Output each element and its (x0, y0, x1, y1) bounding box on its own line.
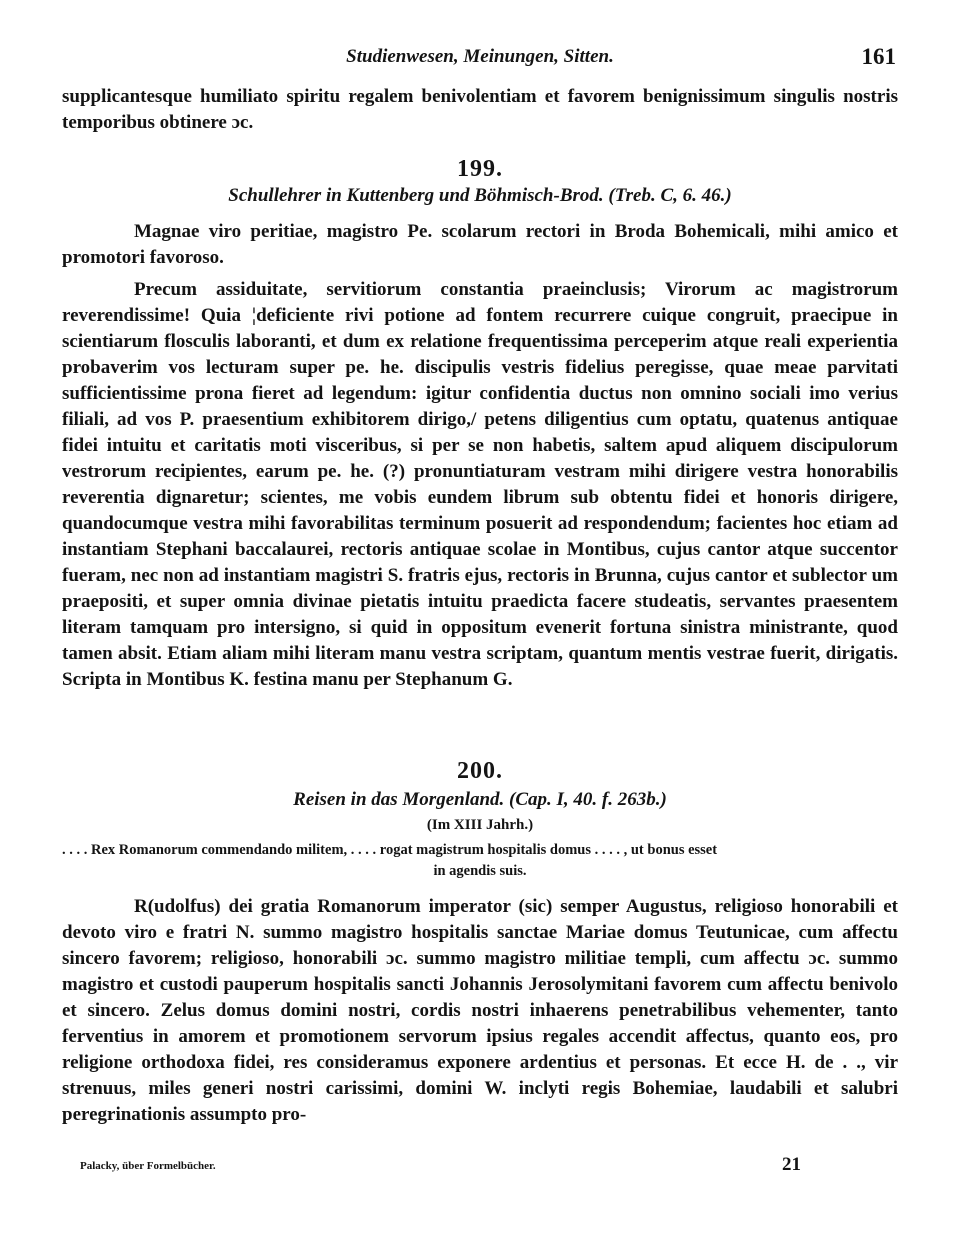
publisher-note: Palacky, über Formelbücher. (80, 1160, 216, 1172)
body-paragraph: Precum assiduitate, servitiorum constantia praeinclusis; Virorum ac magistrorum reverendissime! Quia ¦deficiente rivi potione ad fontem recurrere cuique congruit, praecipue in scientiarum flosculis laboranti, et dum ex relatione frequentissima perceperim atque reali experientia probaverim vos lecturam super pe. he. discipulis vestris fidelius peregisse, quae meae parvitati sufficientissime prona fieret ad legendum: igitur confidentia ductus non omnino sociali imo verius filiali, ad vos P. praesentium exhibitorem dirigo,/ petens diligentius cum optatu, quatenus antiquae fidei intuitu et caritatis moti visceribus, si per se non habetis, saltem apud aliquem discipulorum vestrorum recipientes, earum pe. he. (?) pronuntiaturam vestram mihi dirigere vestra honorabilis reverentia dignaretur; scientes, me vobis eundem librum sub obtentu fidei et honoris dirigere, quandocumque vestra mihi favorabilitas terminum posuerit ad respondendum; facientes hoc etiam ad instantiam Stephani baccalaurei, rectoris antiquae scolae in Montibus, cujus cantor atque succentor fueram, nec non ad instantiam magistri S. fratris ejus, rectoris in Brunna, cujus cantor et sublector um praepositi, et super omnia divinae pietatis intuitu praedicta facere studeatis, servantes praesentem literam tamquam pro intersigno, si quid in oppositum evenerit fortuna sinistra ministrante, quod tamen absit. Etiam aliam mihi literam manu vestra scriptam, quantum mentis vestrae fuerit, dirigatis. Scripta in Montibus K. festina manu per Stephanum G. (62, 279, 898, 690)
intro-block (62, 84, 898, 136)
document-200 (62, 758, 898, 1128)
document-number: 200. (457, 758, 503, 784)
page-header (62, 46, 898, 76)
document-number: 199. (457, 156, 503, 182)
signature-mark: 21 (782, 1154, 801, 1175)
address-paragraph: Magnae viro peritiae, magistro Pe. scolarum rectori in Broda Bohemicali, mihi amico et promotori favoroso. (62, 221, 898, 268)
body-paragraph: R(udolfus) dei gratia Romanorum imperator (sic) semper Augustus, religioso honorabili et devoto viro e fratri N. summo magistro hospitalis sanctae Mariae domus Teutunicae, cum affectu sincero favorem; religioso, honorabili ɔc. summo magistro militiae templi, cum affectu ɔc. summo magistro et custodi pauperum hospitalis sancti Johannis Jerosolymitani favorem cum affectu benivolo et sincero. Zelus domus domini nostri, cordis nostri inhaerens penetrabilibus vehementer, tanto ferventius in amorem et promotionem servorum ipsius regales accendit affectus, quanto eos, pro religione orthodoxa fidei, res consideramus exponere ardentius et personas. Et ecce H. de . ., vir strenuus, miles generi nostri carissimi, domini W. inclyti regis Bohemiae, laudabili et salubri peregrinationis assumpto pro- (62, 896, 898, 1125)
intro-paragraph: supplicantesque humiliato spiritu regalem benivolentiam et favorem benignissimum singulis nostris temporibus obtinere ɔc. (62, 86, 898, 133)
date-note: (Im XIII Jahrh.) (426, 817, 534, 833)
summary-line: . . . . Rex Romanorum commendando militem, . . . . rogat magistrum hospitalis domus . . . . , ut bonus esset (62, 842, 718, 858)
page-number: 161 (861, 44, 896, 69)
summary-note (62, 840, 898, 882)
document-heading: Schullehrer in Kuttenberg und Böhmisch-Brod. (Treb. C, 6. 46.) (228, 185, 732, 206)
document-199 (62, 156, 898, 693)
summary-line: in agendis suis. (433, 863, 527, 879)
running-head: Studienwesen, Meinungen, Sitten. (346, 46, 614, 67)
document-heading: Reisen in das Morgenland. (Cap. I, 40. f. 263b.) (293, 789, 667, 810)
